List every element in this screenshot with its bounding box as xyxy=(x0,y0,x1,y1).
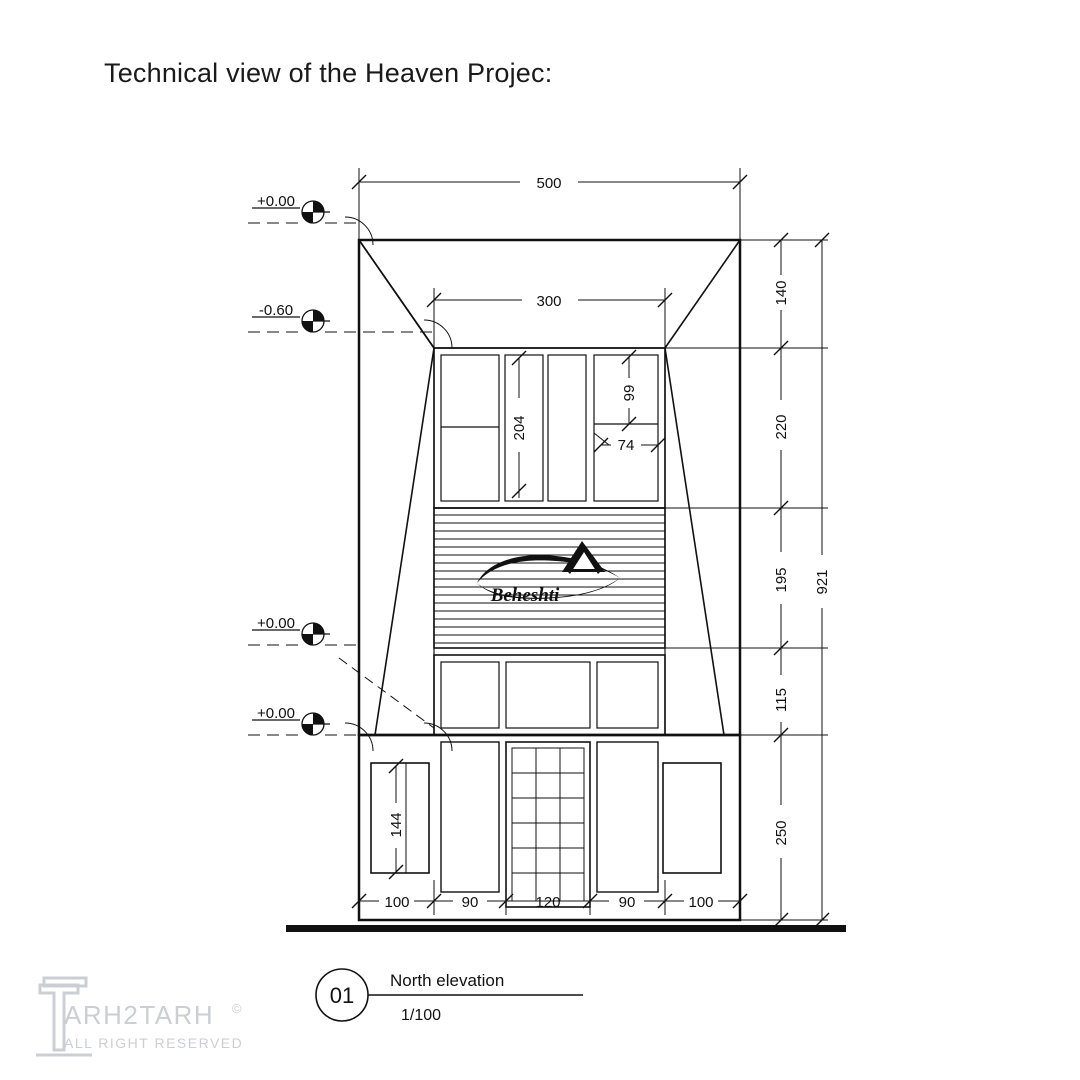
dimension-label-bay-120-center: 120 xyxy=(535,894,561,911)
dimension-window-height-99 xyxy=(621,350,638,431)
dimension-panel-height-144 xyxy=(388,759,405,879)
ground-floor-assembly xyxy=(371,742,721,907)
dimension-label-144: 144 xyxy=(388,812,405,838)
mid-window-assembly xyxy=(434,655,665,735)
upper-window-assembly xyxy=(434,348,665,508)
level-label-second: -0.60 xyxy=(258,302,294,319)
watermark xyxy=(36,978,243,1055)
dimension-label-115: 115 xyxy=(773,688,790,712)
watermark-brand: ARH2TARH xyxy=(64,1000,215,1030)
dimension-label-bay-90-left: 90 xyxy=(461,894,479,911)
watermark-rights: ALL RIGHT RESERVED xyxy=(64,1035,244,1051)
building-outline xyxy=(359,240,740,920)
page-title: Technical view of the Heaven Projec: xyxy=(104,58,553,88)
dimension-label-bay-100-left: 100 xyxy=(384,894,410,911)
level-label-third: +0.00 xyxy=(257,615,295,632)
dimension-label-250: 250 xyxy=(773,820,790,846)
dimension-window-width-74 xyxy=(594,433,665,454)
caption-title: North elevation xyxy=(390,971,505,990)
building-sign-logo xyxy=(477,541,620,606)
level-label-ground: +0.00 xyxy=(257,705,295,722)
level-marker-ground xyxy=(248,705,452,751)
dimension-chain-bottom xyxy=(352,873,747,915)
sign-text: Beheshti xyxy=(490,585,560,606)
dimension-label-140: 140 xyxy=(773,280,790,306)
dimension-label-bay-90-right: 90 xyxy=(618,894,636,911)
dimension-label-220: 220 xyxy=(773,414,790,440)
dimension-label-195: 195 xyxy=(773,567,790,593)
level-label-top: +0.00 xyxy=(257,193,295,210)
dimension-label-204: 204 xyxy=(511,415,528,441)
dimension-label-74: 74 xyxy=(617,437,635,454)
caption-number: 01 xyxy=(329,983,355,1008)
dimension-label-99: 99 xyxy=(621,384,638,402)
level-marker-top xyxy=(248,193,373,245)
watermark-copyright-icon: © xyxy=(232,1001,242,1016)
dimension-window-height-204 xyxy=(511,351,528,498)
drawing-caption xyxy=(316,969,583,1024)
dimension-label-bay-100-right: 100 xyxy=(688,894,714,911)
louver-sign-band xyxy=(434,508,665,648)
dimension-overall-width xyxy=(352,168,747,240)
dimension-label-921: 921 xyxy=(814,569,831,595)
ground-line xyxy=(286,925,846,932)
dimension-chain-right xyxy=(665,233,831,927)
dimension-label-window-band-width: 300 xyxy=(536,293,562,310)
level-marker-second xyxy=(248,302,452,348)
dimension-label-overall-width: 500 xyxy=(536,175,562,192)
dimension-window-band-width xyxy=(427,288,672,348)
caption-scale: 1/100 xyxy=(401,1007,442,1024)
